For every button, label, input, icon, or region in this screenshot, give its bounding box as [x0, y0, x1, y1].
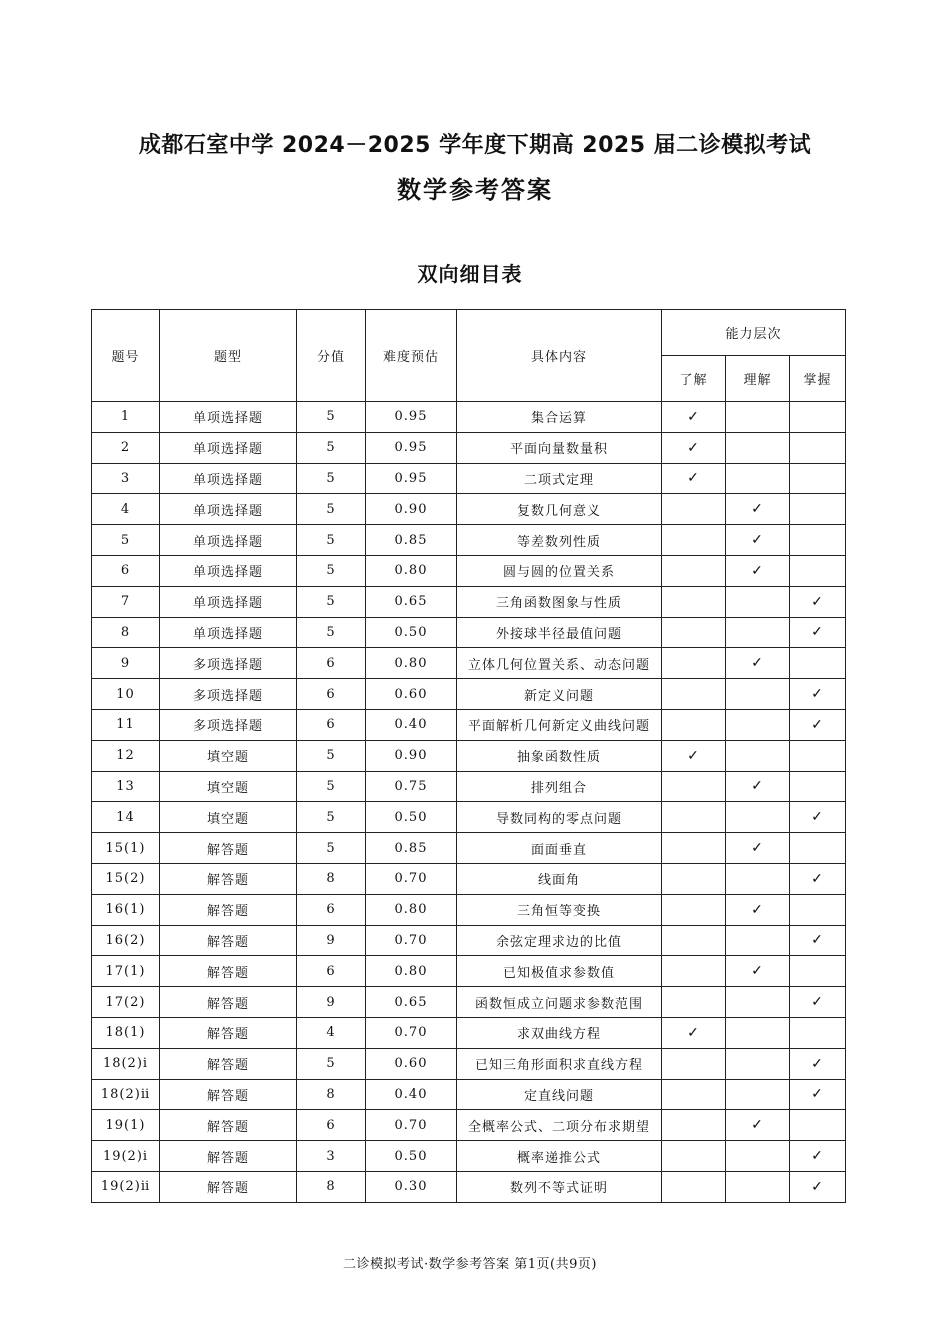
cell-question-type: 解答题: [160, 1017, 297, 1048]
cell-level-understand: [726, 1017, 790, 1048]
cell-level-know: [662, 679, 726, 710]
cell-question-type: 解答题: [160, 925, 297, 956]
cell-question-type: 单项选择题: [160, 494, 297, 525]
cell-difficulty: 0.40: [366, 1079, 457, 1110]
document-title: 成都石室中学 2024－2025 学年度下期高 2025 届二诊模拟考试: [138, 133, 812, 158]
cell-level-understand: [726, 679, 790, 710]
cell-content: 新定义问题: [457, 679, 662, 710]
checkmark-icon: ✓: [811, 686, 824, 703]
cell-difficulty: 0.80: [366, 648, 457, 679]
cell-content: 全概率公式、二项分布求期望: [457, 1110, 662, 1141]
cell-question-type: 解答题: [160, 833, 297, 864]
cell-difficulty: 0.60: [366, 1048, 457, 1079]
cell-difficulty: 0.90: [366, 740, 457, 771]
cell-question-type: 填空题: [160, 802, 297, 833]
cell-question-number: 9: [92, 648, 160, 679]
cell-score: 5: [297, 586, 366, 617]
cell-level-understand: [726, 709, 790, 740]
cell-score: 5: [297, 802, 366, 833]
cell-question-type: 单项选择题: [160, 586, 297, 617]
cell-content: 已知三角形面积求直线方程: [457, 1048, 662, 1079]
checkmark-icon: ✓: [811, 1148, 824, 1165]
cell-content: 二项式定理: [457, 463, 662, 494]
cell-score: 8: [297, 1079, 366, 1110]
cell-content: 三角恒等变换: [457, 894, 662, 925]
checkmark-icon: ✓: [811, 809, 824, 826]
cell-level-master: [790, 1017, 846, 1048]
cell-question-type: 解答题: [160, 863, 297, 894]
cell-level-know: [662, 925, 726, 956]
cell-question-type: 解答题: [160, 1048, 297, 1079]
table-row: [92, 863, 846, 894]
table-row: [92, 925, 846, 956]
cell-difficulty: 0.50: [366, 617, 457, 648]
cell-level-master: [790, 555, 846, 586]
cell-question-number: 11: [92, 709, 160, 740]
cell-content: 平面向量数量积: [457, 432, 662, 463]
cell-level-master: [790, 679, 846, 710]
cell-level-know: [662, 740, 726, 771]
cell-level-know: [662, 863, 726, 894]
cell-content: 平面解析几何新定义曲线问题: [457, 709, 662, 740]
cell-question-number: 19(1): [92, 1110, 160, 1141]
cell-content: 圆与圆的位置关系: [457, 555, 662, 586]
cell-score: 3: [297, 1141, 366, 1172]
cell-level-master: [790, 1141, 846, 1172]
cell-level-master: [790, 463, 846, 494]
cell-level-master: [790, 894, 846, 925]
table-row: [92, 679, 846, 710]
cell-question-number: 19(2)ⅰ: [92, 1141, 160, 1172]
cell-difficulty: 0.70: [366, 1110, 457, 1141]
cell-level-know: [662, 771, 726, 802]
checkmark-icon: ✓: [751, 1117, 764, 1134]
cell-level-understand: [726, 771, 790, 802]
cell-level-master: [790, 525, 846, 556]
cell-level-master: [790, 1048, 846, 1079]
cell-level-understand: [726, 432, 790, 463]
cell-difficulty: 0.95: [366, 463, 457, 494]
header-know: 了解: [662, 356, 726, 402]
cell-question-type: 单项选择题: [160, 463, 297, 494]
cell-difficulty: 0.65: [366, 987, 457, 1018]
cell-level-know: [662, 525, 726, 556]
cell-level-know: [662, 1017, 726, 1048]
table-row: [92, 494, 846, 525]
section-title: 双向细目表: [417, 262, 523, 286]
cell-content: 已知极值求参数值: [457, 956, 662, 987]
cell-level-understand: [726, 1171, 790, 1202]
cell-difficulty: 0.85: [366, 525, 457, 556]
checkmark-icon: ✓: [751, 532, 764, 549]
table-row: [92, 648, 846, 679]
cell-level-master: [790, 432, 846, 463]
cell-difficulty: 0.85: [366, 833, 457, 864]
cell-question-type: 单项选择题: [160, 617, 297, 648]
checkmark-icon: ✓: [687, 470, 700, 487]
cell-level-master: [790, 987, 846, 1018]
cell-level-understand: [726, 956, 790, 987]
cell-score: 5: [297, 617, 366, 648]
cell-question-number: 1: [92, 402, 160, 433]
cell-score: 5: [297, 525, 366, 556]
cell-content: 数列不等式证明: [457, 1171, 662, 1202]
checkmark-icon: ✓: [811, 716, 824, 733]
cell-level-understand: [726, 1048, 790, 1079]
header-master: 掌握: [790, 356, 846, 402]
header-question-type: 题型: [160, 310, 297, 402]
checkmark-icon: ✓: [751, 963, 764, 980]
cell-question-number: 6: [92, 555, 160, 586]
table-row: [92, 1079, 846, 1110]
cell-level-understand: [726, 525, 790, 556]
table-row: [92, 463, 846, 494]
cell-question-type: 填空题: [160, 771, 297, 802]
cell-level-master: [790, 709, 846, 740]
cell-level-master: [790, 956, 846, 987]
cell-level-understand: [726, 925, 790, 956]
cell-level-understand: [726, 463, 790, 494]
cell-question-type: 多项选择题: [160, 648, 297, 679]
table-row: [92, 771, 846, 802]
cell-content: 导数同构的零点问题: [457, 802, 662, 833]
cell-level-know: [662, 1048, 726, 1079]
cell-question-number: 17(2): [92, 987, 160, 1018]
cell-question-type: 单项选择题: [160, 402, 297, 433]
cell-level-understand: [726, 586, 790, 617]
cell-difficulty: 0.90: [366, 494, 457, 525]
cell-question-number: 7: [92, 586, 160, 617]
cell-question-type: 解答题: [160, 1171, 297, 1202]
cell-question-number: 2: [92, 432, 160, 463]
cell-difficulty: 0.80: [366, 956, 457, 987]
cell-content: 外接球半径最值问题: [457, 617, 662, 648]
table-row: [92, 1110, 846, 1141]
cell-question-type: 单项选择题: [160, 432, 297, 463]
cell-difficulty: 0.70: [366, 1017, 457, 1048]
checkmark-icon: ✓: [751, 562, 764, 579]
cell-level-know: [662, 648, 726, 679]
cell-question-number: 15(2): [92, 863, 160, 894]
cell-score: 5: [297, 463, 366, 494]
cell-level-master: [790, 617, 846, 648]
cell-level-master: [790, 802, 846, 833]
cell-difficulty: 0.80: [366, 555, 457, 586]
cell-level-master: [790, 771, 846, 802]
cell-difficulty: 0.65: [366, 586, 457, 617]
cell-level-know: [662, 709, 726, 740]
cell-level-master: [790, 586, 846, 617]
cell-level-understand: [726, 555, 790, 586]
cell-difficulty: 0.50: [366, 1141, 457, 1172]
cell-question-type: 解答题: [160, 1110, 297, 1141]
page-footer: 二诊模拟考试·数学参考答案 第1页(共9页): [343, 1257, 597, 1272]
table-row: [92, 833, 846, 864]
cell-content: 函数恒成立问题求参数范围: [457, 987, 662, 1018]
cell-question-number: 16(1): [92, 894, 160, 925]
cell-level-know: [662, 463, 726, 494]
cell-level-understand: [726, 740, 790, 771]
cell-question-number: 18(2)ⅰ: [92, 1048, 160, 1079]
cell-score: 8: [297, 1171, 366, 1202]
checkmark-icon: ✓: [687, 439, 700, 456]
table-body: [92, 402, 846, 1203]
cell-question-number: 18(1): [92, 1017, 160, 1048]
checkmark-icon: ✓: [811, 593, 824, 610]
cell-level-master: [790, 863, 846, 894]
cell-level-understand: [726, 987, 790, 1018]
cell-difficulty: 0.95: [366, 432, 457, 463]
cell-score: 5: [297, 771, 366, 802]
checkmark-icon: ✓: [811, 1055, 824, 1072]
checkmark-icon: ✓: [687, 747, 700, 764]
document-subtitle: 数学参考答案: [397, 176, 553, 204]
cell-question-type: 解答题: [160, 987, 297, 1018]
cell-score: 5: [297, 494, 366, 525]
cell-level-know: [662, 833, 726, 864]
cell-content: 求双曲线方程: [457, 1017, 662, 1048]
cell-level-understand: [726, 863, 790, 894]
cell-score: 6: [297, 894, 366, 925]
cell-level-master: [790, 648, 846, 679]
cell-level-know: [662, 1141, 726, 1172]
table-row: [92, 740, 846, 771]
checkmark-icon: ✓: [811, 1086, 824, 1103]
cell-question-type: 单项选择题: [160, 525, 297, 556]
header-content: 具体内容: [457, 310, 662, 402]
cell-question-number: 10: [92, 679, 160, 710]
header-score: 分值: [297, 310, 366, 402]
table-row: [92, 1017, 846, 1048]
cell-score: 6: [297, 956, 366, 987]
table-row: [92, 432, 846, 463]
table-row: [92, 1141, 846, 1172]
checkmark-icon: ✓: [811, 870, 824, 887]
cell-level-understand: [726, 833, 790, 864]
cell-score: 6: [297, 709, 366, 740]
table-row: [92, 586, 846, 617]
checkmark-icon: ✓: [811, 994, 824, 1011]
table-row: [92, 1048, 846, 1079]
table-row: [92, 1171, 846, 1202]
cell-level-know: [662, 555, 726, 586]
specification-table: [91, 309, 846, 1203]
cell-question-number: 5: [92, 525, 160, 556]
cell-content: 概率递推公式: [457, 1141, 662, 1172]
cell-content: 定直线问题: [457, 1079, 662, 1110]
cell-level-understand: [726, 494, 790, 525]
cell-question-type: 填空题: [160, 740, 297, 771]
checkmark-icon: ✓: [687, 408, 700, 425]
cell-score: 6: [297, 648, 366, 679]
cell-score: 5: [297, 740, 366, 771]
cell-score: 6: [297, 1110, 366, 1141]
cell-difficulty: 0.80: [366, 894, 457, 925]
header-ability-level: 能力层次: [662, 310, 846, 356]
cell-level-understand: [726, 1079, 790, 1110]
cell-level-master: [790, 494, 846, 525]
cell-level-know: [662, 617, 726, 648]
cell-level-know: [662, 402, 726, 433]
cell-level-understand: [726, 402, 790, 433]
cell-level-master: [790, 833, 846, 864]
cell-score: 5: [297, 402, 366, 433]
table-row: [92, 956, 846, 987]
cell-level-understand: [726, 1110, 790, 1141]
cell-level-know: [662, 802, 726, 833]
checkmark-icon: ✓: [687, 1024, 700, 1041]
checkmark-icon: ✓: [751, 778, 764, 795]
cell-question-type: 解答题: [160, 1079, 297, 1110]
cell-content: 复数几何意义: [457, 494, 662, 525]
cell-content: 三角函数图象与性质: [457, 586, 662, 617]
cell-score: 9: [297, 925, 366, 956]
cell-content: 面面垂直: [457, 833, 662, 864]
cell-question-number: 19(2)ⅱ: [92, 1171, 160, 1202]
cell-content: 排列组合: [457, 771, 662, 802]
cell-level-understand: [726, 1141, 790, 1172]
cell-difficulty: 0.60: [366, 679, 457, 710]
cell-content: 线面角: [457, 863, 662, 894]
cell-content: 立体几何位置关系、动态问题: [457, 648, 662, 679]
cell-level-know: [662, 1079, 726, 1110]
cell-question-type: 解答题: [160, 956, 297, 987]
cell-level-master: [790, 1110, 846, 1141]
cell-level-master: [790, 740, 846, 771]
cell-score: 8: [297, 863, 366, 894]
cell-content: 集合运算: [457, 402, 662, 433]
cell-score: 5: [297, 833, 366, 864]
table-row: [92, 525, 846, 556]
table-row: [92, 894, 846, 925]
cell-content: 余弦定理求边的比值: [457, 925, 662, 956]
cell-level-master: [790, 402, 846, 433]
cell-question-number: 12: [92, 740, 160, 771]
checkmark-icon: ✓: [811, 1178, 824, 1195]
cell-question-type: 解答题: [160, 894, 297, 925]
cell-question-number: 8: [92, 617, 160, 648]
cell-question-type: 单项选择题: [160, 555, 297, 586]
cell-score: 9: [297, 987, 366, 1018]
cell-question-number: 15(1): [92, 833, 160, 864]
cell-level-know: [662, 1171, 726, 1202]
table-row: [92, 802, 846, 833]
cell-difficulty: 0.70: [366, 863, 457, 894]
cell-difficulty: 0.40: [366, 709, 457, 740]
table-row: [92, 555, 846, 586]
cell-content: 等差数列性质: [457, 525, 662, 556]
cell-question-type: 多项选择题: [160, 679, 297, 710]
cell-level-understand: [726, 802, 790, 833]
cell-level-know: [662, 432, 726, 463]
cell-level-understand: [726, 894, 790, 925]
header-difficulty: 难度预估: [366, 310, 457, 402]
cell-score: 5: [297, 432, 366, 463]
header-understand: 理解: [726, 356, 790, 402]
cell-level-know: [662, 894, 726, 925]
table-row: [92, 987, 846, 1018]
checkmark-icon: ✓: [751, 901, 764, 918]
checkmark-icon: ✓: [751, 655, 764, 672]
cell-content: 抽象函数性质: [457, 740, 662, 771]
checkmark-icon: ✓: [811, 932, 824, 949]
header-question-number: 题号: [92, 310, 160, 402]
table-row: [92, 617, 846, 648]
cell-question-number: 3: [92, 463, 160, 494]
cell-difficulty: 0.75: [366, 771, 457, 802]
table-row: [92, 402, 846, 433]
cell-difficulty: 0.30: [366, 1171, 457, 1202]
cell-question-number: 14: [92, 802, 160, 833]
cell-question-type: 解答题: [160, 1141, 297, 1172]
cell-question-type: 多项选择题: [160, 709, 297, 740]
checkmark-icon: ✓: [811, 624, 824, 641]
cell-score: 4: [297, 1017, 366, 1048]
cell-level-master: [790, 1079, 846, 1110]
cell-level-understand: [726, 617, 790, 648]
cell-level-know: [662, 1110, 726, 1141]
cell-difficulty: 0.70: [366, 925, 457, 956]
cell-score: 5: [297, 555, 366, 586]
checkmark-icon: ✓: [751, 501, 764, 518]
cell-level-understand: [726, 648, 790, 679]
cell-level-know: [662, 956, 726, 987]
cell-level-master: [790, 925, 846, 956]
checkmark-icon: ✓: [751, 840, 764, 857]
cell-score: 6: [297, 679, 366, 710]
cell-question-number: 16(2): [92, 925, 160, 956]
cell-level-know: [662, 987, 726, 1018]
cell-difficulty: 0.50: [366, 802, 457, 833]
table-row: [92, 709, 846, 740]
cell-level-master: [790, 1171, 846, 1202]
cell-question-number: 13: [92, 771, 160, 802]
cell-difficulty: 0.95: [366, 402, 457, 433]
cell-question-number: 4: [92, 494, 160, 525]
cell-score: 5: [297, 1048, 366, 1079]
cell-question-number: 18(2)ⅱ: [92, 1079, 160, 1110]
cell-level-know: [662, 586, 726, 617]
cell-level-know: [662, 494, 726, 525]
cell-question-number: 17(1): [92, 956, 160, 987]
